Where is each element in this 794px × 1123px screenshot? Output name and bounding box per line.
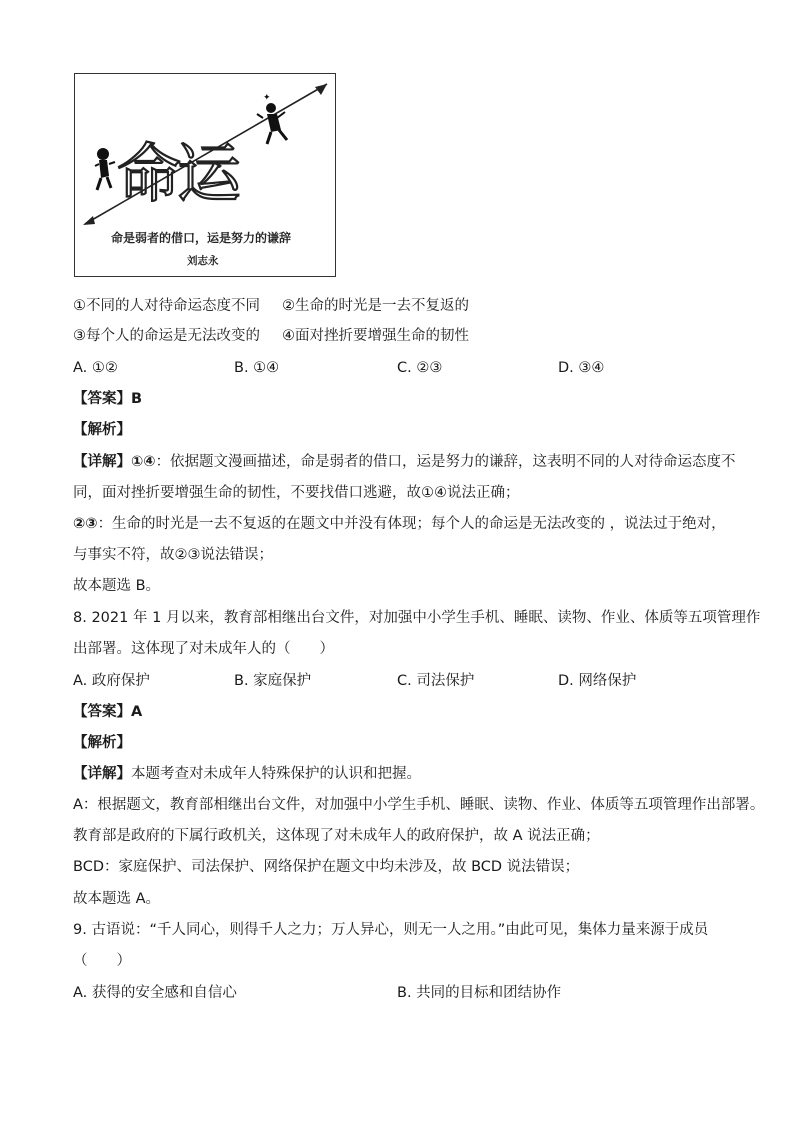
detail-text: ：依据题文漫画描述，命是弱者的借口，运是努力的谦辞，这表明不同的人对待命运态度不: [155, 454, 736, 470]
q8-answer: [73, 702, 142, 722]
cartoon-big-text: 命运: [117, 138, 237, 212]
q8-analysis-tag: 【解析】: [73, 735, 131, 751]
q7-option-d[interactable]: D. ③④: [558, 360, 605, 376]
detail-mark: ②③: [73, 516, 98, 532]
q8-detail-line-3: 教育部是政府的下属行政机关，这体现了对未成年人的政府保护，故 A 说法正确；: [73, 828, 600, 844]
answer-tag: 【答案】: [73, 704, 131, 720]
detail-tag: 【详解】: [73, 454, 131, 470]
q8-stem-line-1: 8. 2021 年 1 月以来，教育部相继出台文件，对加强中小学生手机、睡眠、读物、作业、体质等五项管理作: [73, 610, 761, 626]
statement-1: ①不同的人对待命运态度不同: [73, 298, 260, 314]
cartoon-author: 刘志永: [187, 255, 219, 267]
svg-text:✦: ✦: [263, 93, 271, 103]
detail-mark: ①④: [131, 454, 156, 470]
q8-option-d[interactable]: D. 网络保护: [558, 673, 637, 689]
q9-option-a[interactable]: A. 获得的安全感和自信心: [73, 985, 237, 1001]
answer-value: B: [131, 391, 143, 407]
statement-2: ②生命的时光是一去不复返的: [282, 298, 469, 314]
q7-analysis-tag: 【解析】: [73, 422, 131, 438]
statement-3: ③每个人的命运是无法改变的: [73, 328, 260, 344]
q8-option-a[interactable]: A. 政府保护: [73, 673, 150, 689]
cartoon-caption: 命是弱者的借口，运是努力的谦辞: [111, 231, 292, 245]
detail-text: 本题考查对未成年人特殊保护的认识和把握。: [131, 766, 421, 782]
answer-tag: 【答案】: [73, 391, 131, 407]
q7-detail-line-3: [73, 514, 726, 534]
arrow-tail: [83, 216, 95, 225]
q9-stem-line-1: 9. 古语说：“千人同心，则得千人之力；万人异心，则无一人之用。”由此可见，集体力量来源于成员: [73, 922, 709, 938]
q8-option-c[interactable]: C. 司法保护: [397, 673, 475, 689]
q7-answer: [73, 389, 142, 409]
detail-text: ：生命的时光是一去不复返的在题文中并没有体现；每个人的命运是无法改变的 ，说法过于绝对，: [97, 516, 726, 532]
q8-stem-line-2: 出部署。这体现了对未成年人的（ ）: [73, 641, 334, 657]
q7-detail-line-4: 与事实不符，故②③说法错误；: [73, 547, 273, 563]
q7-option-b[interactable]: B. ①④: [234, 360, 280, 376]
q7-option-a[interactable]: A. ①②: [73, 360, 118, 376]
q8-detail-line-1: [73, 764, 421, 784]
detail-tag: 【详解】: [73, 766, 131, 782]
q7-detail-line-1: [73, 452, 736, 472]
q8-detail-line-4: BCD：家庭保护、司法保护、网络保护在题文中均未涉及，故 BCD 说法错误；: [73, 859, 580, 875]
q8-detail-line-2: A：根据题文，教育部相继出台文件，对加强中小学生手机、睡眠、读物、作业、体质等五项管理作出部署。: [73, 797, 765, 813]
q9-option-b[interactable]: B. 共同的目标和团结协作: [397, 985, 562, 1001]
q7-detail-line-2: 同，面对挫折要增强生命的韧性，不要找借口逃避，故①④说法正确；: [73, 485, 520, 501]
q9-stem-line-2: （ ）: [73, 953, 131, 969]
cartoon-figure: [74, 73, 336, 277]
running-figure-icon: [257, 93, 287, 144]
cartoon-illustration: [75, 74, 334, 275]
climbing-figure-icon: [95, 148, 115, 190]
q8-conclusion: 故本题选 A。: [73, 891, 161, 907]
q7-conclusion: 故本题选 B。: [73, 578, 161, 594]
q7-option-c[interactable]: C. ②③: [397, 360, 443, 376]
answer-value: A: [131, 704, 143, 720]
q8-option-b[interactable]: B. 家庭保护: [234, 673, 312, 689]
statement-4: ④面对挫折要增强生命的韧性: [282, 328, 469, 344]
